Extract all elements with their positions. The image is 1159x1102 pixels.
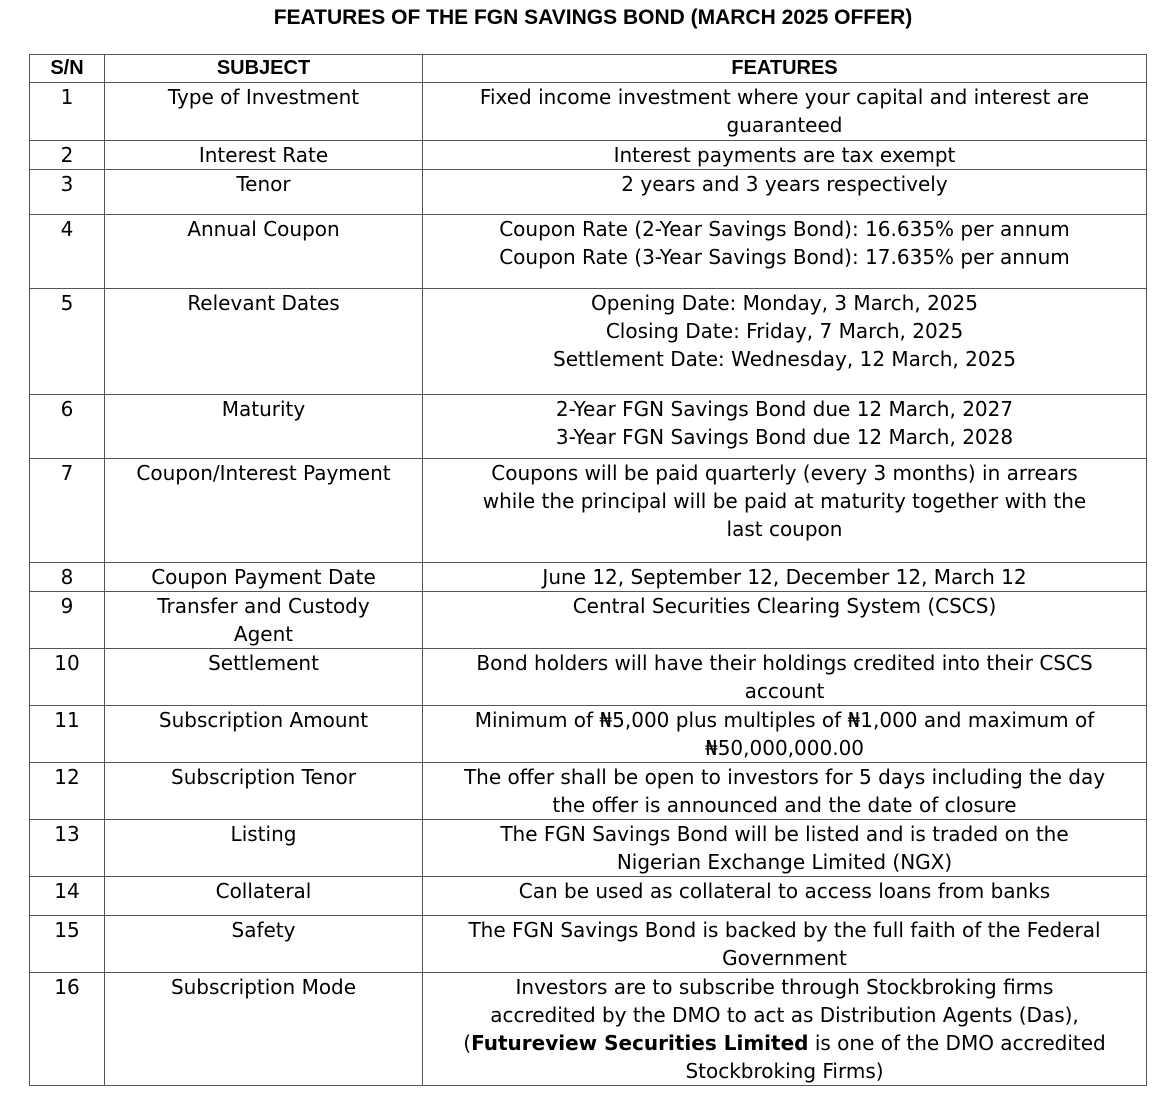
subject-cell — [105, 877, 423, 916]
features-line: The FGN Savings Bond will be listed and is traded on the — [500, 822, 1069, 846]
table-row — [30, 763, 1147, 820]
features-line: Bond holders will have their holdings credited into their CSCS — [476, 651, 1093, 675]
features-cell — [423, 563, 1147, 592]
features-line-rich — [427, 1029, 1142, 1057]
features-line: June 12, September 12, December 12, March 12 — [542, 565, 1027, 589]
subject-line: Interest Rate — [198, 143, 329, 167]
sn-cell: 14 — [30, 877, 105, 916]
features-cell — [423, 592, 1147, 649]
column-header-features: FEATURES — [423, 55, 1147, 83]
features-line: Interest payments are tax exempt — [613, 143, 956, 167]
features-line: 3-Year FGN Savings Bond due 12 March, 2028 — [555, 425, 1014, 449]
features-line: 2-Year FGN Savings Bond due 12 March, 2027 — [555, 397, 1014, 421]
features-cell — [423, 763, 1147, 820]
features-line: Opening Date: Monday, 3 March, 2025 — [591, 291, 978, 315]
features-cell — [423, 916, 1147, 973]
features-line: last coupon — [726, 517, 843, 541]
subject-cell — [105, 706, 423, 763]
features-cell — [423, 820, 1147, 877]
table-row — [30, 973, 1147, 1086]
features-line: Coupon Rate (2-Year Savings Bond): 16.635% per annum — [499, 217, 1070, 241]
features-line: Central Securities Clearing System (CSCS) — [572, 594, 997, 618]
features-line: Nigerian Exchange Limited (NGX) — [616, 850, 953, 874]
subject-line: Coupon/Interest Payment — [136, 461, 391, 485]
subject-cell — [105, 170, 423, 215]
table-row — [30, 592, 1147, 649]
subject-line: Tenor — [236, 172, 291, 196]
subject-cell — [105, 973, 423, 1086]
table-row — [30, 141, 1147, 170]
features-line: Government — [722, 946, 847, 970]
features-cell — [423, 83, 1147, 141]
features-line: accredited by the DMO to act as Distribution Agents (Das), — [490, 1003, 1079, 1027]
subject-cell — [105, 820, 423, 877]
table-row — [30, 289, 1147, 395]
subject-line: Subscription Mode — [170, 975, 357, 999]
document-title: FEATURES OF THE FGN SAVINGS BOND (MARCH 2025 OFFER) — [273, 6, 913, 29]
paren-open: ( — [463, 1031, 472, 1055]
features-line: the offer is announced and the date of closure — [552, 793, 1017, 817]
column-header-sn: S/N — [30, 55, 105, 83]
subject-line: Coupon Payment Date — [151, 565, 376, 589]
sn-cell: 3 — [30, 170, 105, 215]
subject-line: Relevant Dates — [187, 291, 340, 315]
subject-cell — [105, 592, 423, 649]
subject-cell — [105, 215, 423, 289]
subject-line: Settlement — [208, 651, 319, 675]
features-line: Can be used as collateral to access loans from banks — [518, 879, 1051, 903]
table-body — [30, 83, 1147, 1086]
sn-cell: 2 — [30, 141, 105, 170]
sn-cell: 10 — [30, 649, 105, 706]
table-row — [30, 83, 1147, 141]
features-line: account — [744, 679, 825, 703]
subject-cell — [105, 459, 423, 563]
features-cell — [423, 649, 1147, 706]
features-line: Fixed income investment where your capital and interest are — [479, 85, 1090, 109]
sn-cell: 5 — [30, 289, 105, 395]
subject-line: Agent — [233, 622, 294, 646]
subject-cell — [105, 763, 423, 820]
sn-cell: 7 — [30, 459, 105, 563]
features-cell — [423, 215, 1147, 289]
features-line: The offer shall be open to investors for 5 days including the day — [463, 765, 1106, 789]
table-row — [30, 215, 1147, 289]
firm-description: is one of the DMO accredited — [808, 1031, 1106, 1055]
table-row — [30, 916, 1147, 973]
sn-cell: 11 — [30, 706, 105, 763]
features-line: The FGN Savings Bond is backed by the full faith of the Federal — [468, 918, 1101, 942]
subject-line: Safety — [231, 918, 296, 942]
table-row — [30, 649, 1147, 706]
table-row — [30, 170, 1147, 215]
features-line: ₦50,000,000.00 — [704, 736, 865, 760]
subject-line: Listing — [230, 822, 297, 846]
features-line: Coupons will be paid quarterly (every 3 months) in arrears — [491, 461, 1078, 485]
features-cell — [423, 973, 1147, 1086]
table-row — [30, 563, 1147, 592]
subject-line: Annual Coupon — [187, 217, 340, 241]
subject-cell — [105, 649, 423, 706]
sn-cell: 13 — [30, 820, 105, 877]
subject-line: Subscription Amount — [158, 708, 369, 732]
features-cell — [423, 395, 1147, 459]
sn-cell: 4 — [30, 215, 105, 289]
subject-cell — [105, 916, 423, 973]
features-cell — [423, 141, 1147, 170]
table-header-row — [30, 55, 1147, 83]
table-row — [30, 877, 1147, 916]
sn-cell: 6 — [30, 395, 105, 459]
features-line: 2 years and 3 years respectively — [621, 172, 948, 196]
features-table — [29, 54, 1147, 1086]
sn-cell: 16 — [30, 973, 105, 1086]
sn-cell: 8 — [30, 563, 105, 592]
sn-cell: 1 — [30, 83, 105, 141]
subject-line: Collateral — [215, 879, 312, 903]
table-row — [30, 395, 1147, 459]
subject-cell — [105, 83, 423, 141]
subject-cell — [105, 141, 423, 170]
features-line: while the principal will be paid at maturity together with the — [482, 489, 1087, 513]
sn-cell: 12 — [30, 763, 105, 820]
subject-line: Maturity — [221, 397, 306, 421]
sn-cell: 9 — [30, 592, 105, 649]
subject-line: Type of Investment — [167, 85, 360, 109]
features-cell — [423, 877, 1147, 916]
subject-line: Subscription Tenor — [171, 765, 356, 789]
features-cell — [423, 289, 1147, 395]
features-line: Minimum of ₦5,000 plus multiples of ₦1,000 and maximum of — [474, 708, 1095, 732]
sn-cell: 15 — [30, 916, 105, 973]
features-line: Closing Date: Friday, 7 March, 2025 — [605, 319, 964, 343]
subject-cell — [105, 289, 423, 395]
column-header-subject: SUBJECT — [105, 55, 423, 83]
features-cell — [423, 170, 1147, 215]
features-line: guaranteed — [726, 113, 843, 137]
features-cell — [423, 706, 1147, 763]
features-line: Settlement Date: Wednesday, 12 March, 2025 — [553, 347, 1016, 371]
features-cell — [423, 459, 1147, 563]
table-row — [30, 459, 1147, 563]
features-line: Investors are to subscribe through Stockbroking firms — [515, 975, 1054, 999]
table-row — [30, 820, 1147, 877]
firm-name-bold: Futureview Securities Limited — [471, 1031, 809, 1055]
subject-cell — [105, 395, 423, 459]
features-line: Stockbroking Firms) — [685, 1059, 884, 1083]
table-row — [30, 706, 1147, 763]
subject-line: Transfer and Custody — [157, 594, 370, 618]
subject-cell — [105, 563, 423, 592]
features-line: Coupon Rate (3-Year Savings Bond): 17.635% per annum — [499, 245, 1070, 269]
